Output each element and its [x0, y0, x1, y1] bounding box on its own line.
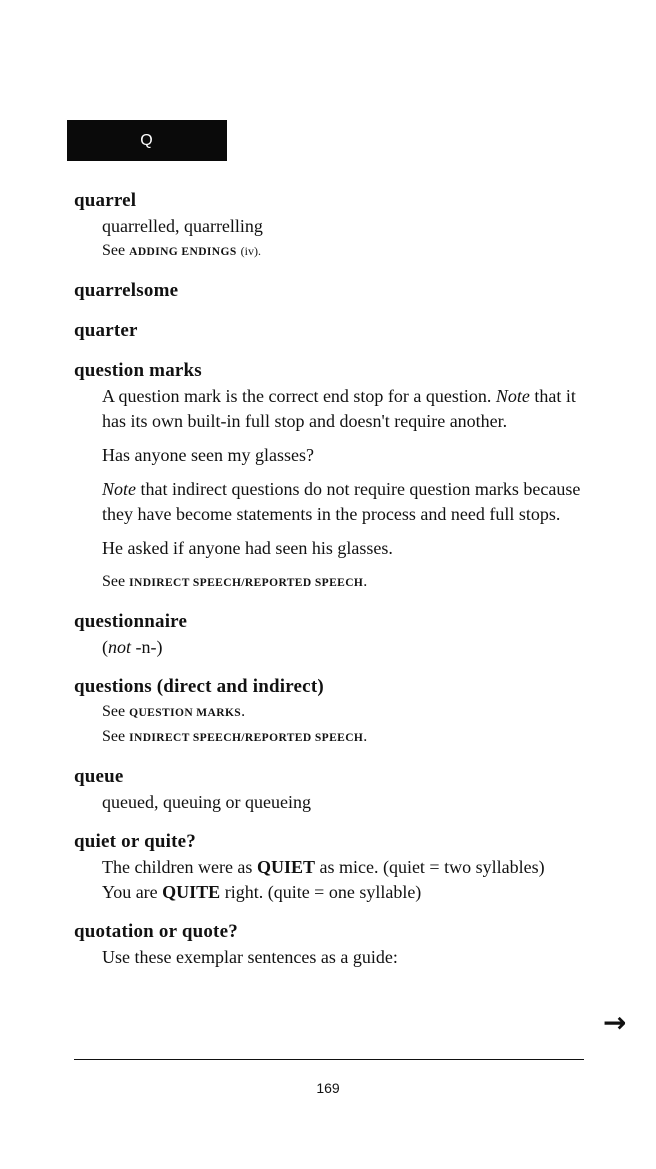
entry-questionnaire — [74, 609, 594, 660]
headword-quarrelsome: quarrelsome — [74, 280, 179, 301]
text-run: -n-) — [135, 637, 163, 657]
continue-arrow-icon: → — [603, 1006, 627, 1039]
definition-paragraph — [74, 477, 594, 527]
entry-quarter — [74, 318, 594, 344]
example-sentence — [74, 855, 594, 880]
cross-reference-link[interactable]: ADDING ENDINGS — [129, 246, 237, 258]
letter-tab: Q — [67, 120, 227, 161]
entry-queue — [74, 764, 594, 815]
cross-reference-link[interactable]: QUESTION MARKS — [129, 707, 242, 719]
note-label: Note — [102, 479, 136, 499]
text-run: right. (quite = one syllable) — [224, 882, 422, 902]
emphasis-word: QUIET — [256, 857, 315, 877]
see-prefix: See — [102, 703, 126, 720]
cross-reference-link[interactable]: INDIRECT SPEECH/REPORTED SPEECH — [129, 577, 364, 589]
entry-quarrelsome — [74, 278, 594, 304]
example-sentence: Has anyone seen my glasses? — [102, 445, 314, 465]
headword-quarrel: quarrel — [74, 190, 137, 211]
see-reference — [74, 725, 594, 750]
text-run: that it has its own built-in full stop and doesn't require another. — [102, 386, 576, 431]
footer-divider — [74, 1059, 584, 1060]
text-run: A question mark is the correct end stop for a question. — [102, 386, 492, 406]
entry-quiet-or-quite — [74, 829, 594, 905]
text-run: that indirect questions do not require question marks because they have become statements in the process and need full stops. — [102, 479, 581, 524]
example-sentence: He asked if anyone had seen his glasses. — [102, 538, 393, 558]
open-paren: ( — [102, 637, 108, 657]
cross-reference-link[interactable]: INDIRECT SPEECH/REPORTED SPEECH — [129, 732, 364, 744]
see-prefix: See — [102, 242, 126, 259]
definition-paragraph — [74, 384, 594, 434]
emphasis-word: QUITE — [162, 882, 221, 902]
text-run: The children were as — [102, 857, 253, 877]
entry-question-marks — [74, 358, 594, 595]
see-prefix: See — [102, 573, 126, 590]
see-prefix: See — [102, 728, 126, 745]
see-suffix: . — [241, 703, 246, 720]
entry-quotation-or-quote — [74, 919, 594, 970]
note-label: Note — [495, 386, 530, 406]
text-run: You are — [102, 882, 158, 902]
forms-queue: queued, queuing or queueing — [102, 792, 311, 812]
usage-note — [74, 635, 594, 660]
see-reference — [74, 700, 594, 725]
headword-quotation-or-quote: quotation or quote? — [74, 921, 238, 942]
headword-quiet-or-quite: quiet or quite? — [74, 831, 196, 852]
headword-queue: queue — [74, 766, 124, 787]
headword-quarter: quarter — [74, 320, 138, 341]
see-suffix: . — [363, 573, 368, 590]
dictionary-content — [74, 188, 594, 984]
see-reference — [74, 239, 594, 264]
entry-questions — [74, 674, 594, 750]
see-suffix: (iv). — [240, 244, 261, 258]
page-number: 169 — [316, 1080, 340, 1096]
headword-questionnaire: questionnaire — [74, 611, 188, 632]
headword-questions: questions (direct and indirect) — [74, 676, 324, 697]
see-reference — [74, 570, 594, 595]
example-sentence — [74, 880, 594, 905]
entry-quarrel — [74, 188, 594, 264]
not-label: not — [108, 637, 132, 657]
forms-quarrel: quarrelled, quarrelling — [102, 216, 263, 236]
text-run: as mice. (quiet = two syllables) — [319, 857, 545, 877]
headword-question-marks: question marks — [74, 360, 202, 381]
definition-text: Use these exemplar sentences as a guide: — [102, 947, 398, 967]
see-suffix: . — [363, 728, 368, 745]
